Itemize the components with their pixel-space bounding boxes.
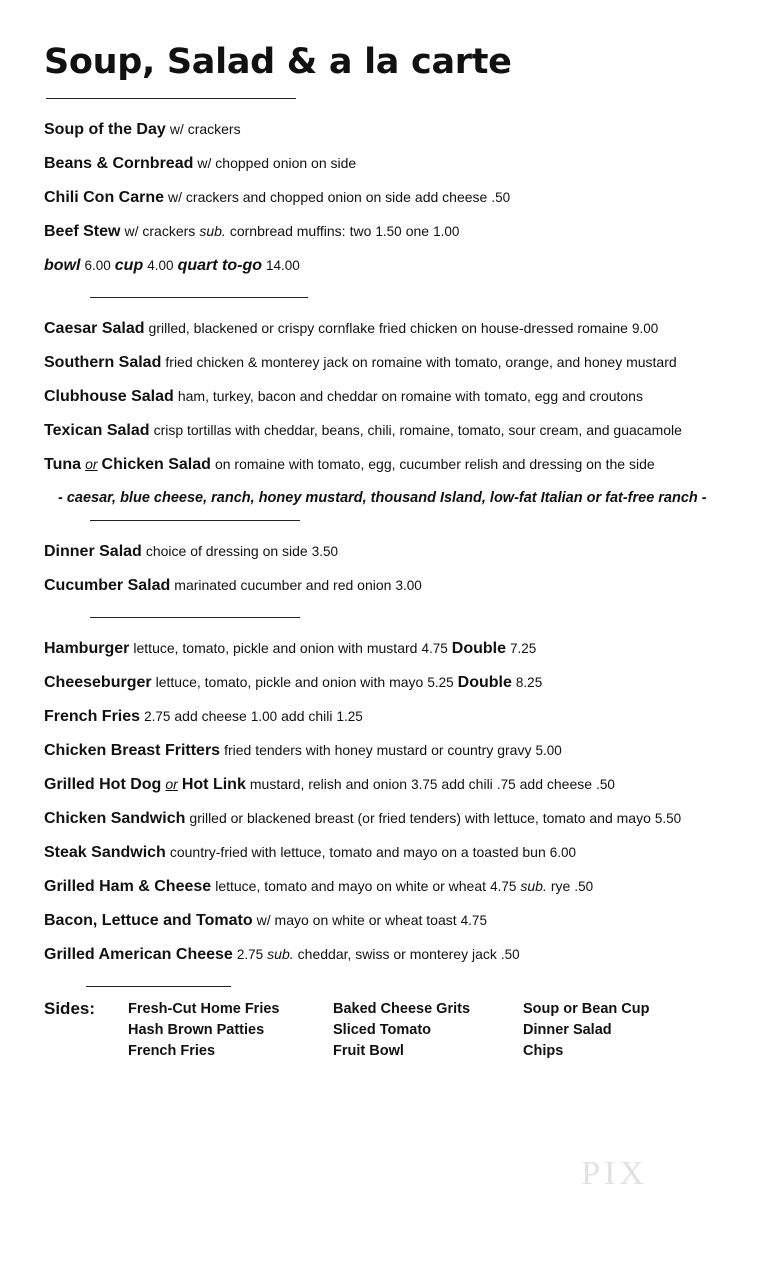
- side-item: Baked Cheese Grits: [333, 1001, 471, 1018]
- dressings-divider: [90, 520, 300, 521]
- side-salad-section: [44, 535, 724, 603]
- side-item: Sliced Tomato: [333, 1022, 432, 1039]
- menu-item-grilled-american-cheese: [44, 938, 724, 972]
- sub-desc: cornbread muffins:: [229, 223, 346, 240]
- item-price: 5.00: [535, 743, 562, 759]
- add-cheese-label: add cheese: [174, 708, 247, 725]
- double-label: Double: [451, 640, 506, 658]
- item-desc: mustard, relish and onion: [249, 776, 408, 793]
- item-desc: on romaine with tomato, egg, cucumber relish and dressing on the side: [214, 456, 655, 473]
- add-chili-label: add chili: [441, 776, 493, 793]
- sub-label: sub.: [199, 223, 226, 240]
- soup-section: [44, 113, 724, 283]
- soup-salad-divider: [90, 297, 308, 298]
- item-price: 3.00: [395, 578, 422, 594]
- item-name: Soup of the Day: [44, 121, 166, 139]
- sub-desc: rye: [550, 878, 571, 895]
- menu-item-southern-salad: [44, 346, 724, 380]
- menu-item-cucumber-salad: [44, 569, 724, 603]
- menu-item-grilled-hot-dog: [44, 768, 724, 802]
- menu-item-chili-con-carne: [44, 181, 724, 215]
- item-desc: lettuce, tomato and mayo on white or wheat: [215, 878, 487, 895]
- one-price: 1.00: [433, 224, 460, 240]
- menu-item-steak-sandwich: [44, 836, 724, 870]
- menu-item-beef-stew: [44, 215, 724, 249]
- sub-price: .50: [574, 879, 594, 895]
- or-label: or: [165, 776, 178, 793]
- item-desc: w/ crackers and chopped onion on side: [168, 189, 411, 206]
- double-label: Double: [457, 674, 512, 692]
- item-price: 4.75: [490, 879, 517, 895]
- item-name: Chili Con Carne: [44, 189, 165, 207]
- one-label: one: [405, 223, 430, 240]
- sides-column-2: [333, 999, 523, 1062]
- item-name: Grilled Ham & Cheese: [44, 878, 212, 896]
- menu-item-dinner-salad: [44, 535, 724, 569]
- watermark: PIX: [581, 1155, 648, 1192]
- add-cheese-price: 1.00: [250, 709, 278, 725]
- serving-sizes: [44, 249, 724, 283]
- item-price: 9.00: [631, 321, 659, 337]
- menu-item-clubhouse-salad: [44, 380, 724, 414]
- double-price: 8.25: [515, 675, 543, 691]
- item-price: 3.50: [311, 544, 339, 560]
- add-chili-label: add chili: [281, 708, 333, 725]
- menu-item-chicken-breast-fritters: [44, 734, 724, 768]
- item-desc: w/ chopped onion on side: [197, 155, 357, 172]
- add-chili-price: .75: [496, 777, 516, 793]
- side-item: French Fries: [128, 1043, 216, 1060]
- add-cheese-label: add cheese: [519, 776, 593, 793]
- menu-item-blt: [44, 904, 724, 938]
- sides-column-1: [128, 999, 333, 1062]
- bowl-price: 6.00: [84, 258, 111, 274]
- menu-item-tuna-chicken-salad: [44, 448, 724, 482]
- item-desc: lettuce, tomato, pickle and onion with mayo: [155, 674, 424, 691]
- item-price: 5.50: [654, 811, 682, 827]
- cup-price: 4.00: [147, 258, 174, 274]
- item-name: Cheeseburger: [44, 674, 152, 692]
- item-name-chicken-salad: Chicken Salad: [101, 456, 211, 474]
- item-name: Steak Sandwich: [44, 844, 166, 862]
- item-name-hot-link: Hot Link: [181, 776, 246, 794]
- side-item: Dinner Salad: [523, 1022, 612, 1039]
- item-name: Caesar Salad: [44, 320, 145, 338]
- side-item: Soup or Bean Cup: [523, 1001, 650, 1018]
- add-chili-price: 1.25: [336, 709, 363, 725]
- item-name: Beans & Cornbread: [44, 155, 194, 173]
- item-name: French Fries: [44, 708, 141, 726]
- page-title: Soup, Salad & a la carte: [44, 42, 512, 82]
- bowl-label: bowl: [44, 257, 81, 275]
- item-desc: ham, turkey, bacon and cheddar on romaine with tomato, egg and croutons: [177, 388, 643, 405]
- menu-item-beans-cornbread: [44, 147, 724, 181]
- sides-column-3: [523, 999, 649, 1062]
- item-desc: choice of dressing on side: [145, 543, 308, 560]
- sub-desc: cheddar, swiss or monterey jack: [297, 946, 497, 963]
- title-divider: [46, 98, 296, 99]
- menu-item-texican-salad: [44, 414, 724, 448]
- item-name: Beef Stew: [44, 223, 121, 241]
- item-name: Chicken Sandwich: [44, 810, 186, 828]
- item-name: Texican Salad: [44, 422, 150, 440]
- or-label: or: [85, 456, 98, 473]
- sandwich-section: [44, 632, 724, 972]
- item-name-tuna: Tuna: [44, 456, 82, 474]
- item-desc: w/ crackers: [124, 223, 196, 240]
- item-desc: fried chicken & monterey jack on romaine with tomato, orange, and honey mustard: [165, 354, 677, 371]
- item-desc: grilled or blackened breast (or fried tenders) with lettuce, tomato and mayo: [189, 810, 651, 827]
- menu-item-soup-of-the-day: [44, 113, 724, 147]
- item-extra: add cheese: [414, 189, 488, 206]
- item-name: Cucumber Salad: [44, 577, 171, 595]
- add-cheese-price: .50: [596, 777, 615, 793]
- dressings-note: - caesar, blue cheese, ranch, honey mustard, thousand Island, low-fat Italian or fat-free ranch -: [58, 490, 707, 507]
- double-price: 7.25: [510, 641, 537, 657]
- item-name: Bacon, Lettuce and Tomato: [44, 912, 253, 930]
- sub-label: sub.: [520, 878, 547, 895]
- salad-section: [44, 312, 724, 506]
- item-price: .50: [491, 190, 511, 206]
- menu-item-grilled-ham-cheese: [44, 870, 724, 904]
- side-item: Hash Brown Patties: [128, 1022, 265, 1039]
- item-price: 5.25: [427, 675, 454, 691]
- item-name: Grilled Hot Dog: [44, 776, 162, 794]
- item-desc: w/ mayo on white or wheat toast: [256, 912, 457, 929]
- quart-label: quart to-go: [177, 257, 262, 275]
- item-name: Grilled American Cheese: [44, 946, 233, 964]
- menu-item-hamburger: [44, 632, 724, 666]
- cup-label: cup: [114, 257, 144, 275]
- menu-item-french-fries: [44, 700, 724, 734]
- item-name: Southern Salad: [44, 354, 162, 372]
- item-desc: fried tenders with honey mustard or country gravy: [224, 742, 532, 759]
- item-desc: crisp tortillas with cheddar, beans, chili, romaine, tomato, sour cream, and guacamole: [153, 422, 682, 439]
- sides-divider: [86, 986, 231, 987]
- item-desc: w/ crackers: [169, 121, 241, 138]
- item-price: 3.75: [411, 777, 438, 793]
- item-name: Chicken Breast Fritters: [44, 742, 221, 760]
- item-desc: lettuce, tomato, pickle and onion with mustard: [133, 640, 418, 657]
- item-desc: marinated cucumber and red onion: [174, 577, 392, 594]
- item-price: 2.75: [236, 947, 264, 963]
- sub-price: .50: [500, 947, 520, 963]
- menu-item-cheeseburger: [44, 666, 724, 700]
- two-price: 1.50: [375, 224, 402, 240]
- side-item: Fresh-Cut Home Fries: [128, 1001, 280, 1018]
- item-desc: grilled, blackened or crispy cornflake fried chicken on house-dressed romaine: [148, 320, 628, 337]
- sandwich-divider: [90, 617, 300, 618]
- sides-section: [44, 999, 724, 1062]
- item-price: 4.75: [460, 913, 487, 929]
- menu-item-chicken-sandwich: [44, 802, 724, 836]
- item-price: 2.75: [144, 709, 171, 725]
- item-name: Dinner Salad: [44, 543, 142, 561]
- menu-item-caesar-salad: [44, 312, 724, 346]
- two-label: two: [349, 223, 372, 240]
- side-item: Chips: [523, 1043, 564, 1060]
- item-price: 4.75: [421, 641, 448, 657]
- item-price: 6.00: [549, 845, 577, 861]
- item-name: Hamburger: [44, 640, 130, 658]
- sub-label: sub.: [267, 946, 294, 963]
- sides-label: Sides:: [44, 999, 96, 1019]
- side-item: Fruit Bowl: [333, 1043, 404, 1060]
- item-desc: country-fried with lettuce, tomato and mayo on a toasted bun: [169, 844, 546, 861]
- quart-price: 14.00: [266, 258, 300, 274]
- item-name: Clubhouse Salad: [44, 388, 174, 406]
